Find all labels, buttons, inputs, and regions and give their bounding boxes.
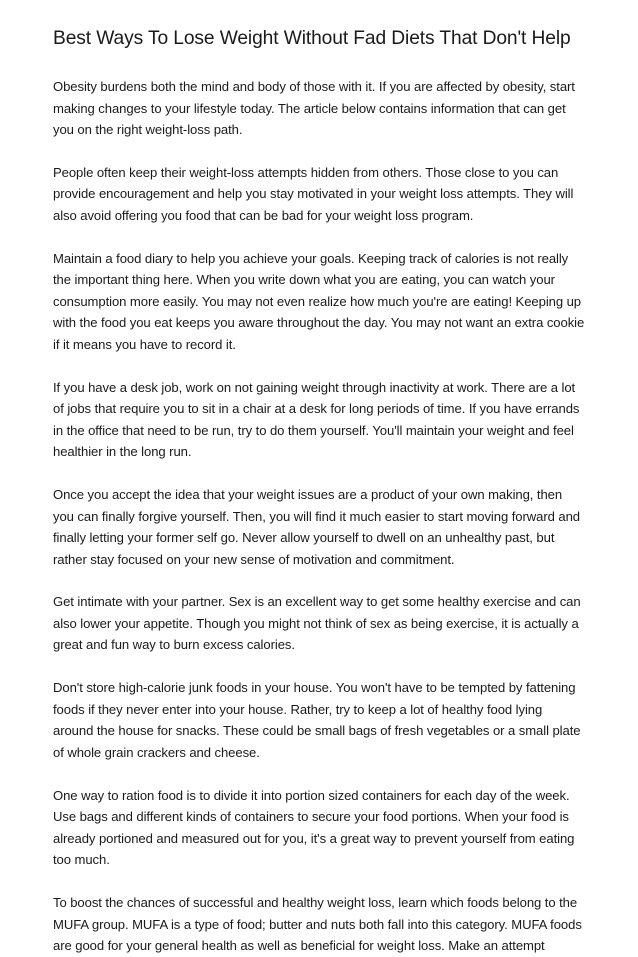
document-title: Best Ways To Lose Weight Without Fad Diets That Don't Help — [53, 28, 571, 49]
paragraph-portion-containers: One way to ration food is to divide it into portion sized containers for each day of the week. Use bags and different kinds of containers to secure your food portions. When your food is already portioned and measured out for you, it's a great way to prevent yourself from eating too much. — [53, 787, 575, 868]
paragraph-hidden-attempts: People often keep their weight-loss attempts hidden from others. Those close to you can provide encouragement and help you stay motivated in your weight loss attempts. They will also avoid offering you food that can be bad for your weight loss program. — [53, 164, 574, 223]
paragraph-obesity-intro: Obesity burdens both the mind and body of those with it. If you are affected by obesity, start making changes to your lifestyle today. The article below contains information that can get you on the right weight-loss path. — [53, 79, 575, 137]
paragraph-partner: Get intimate with your partner. Sex is an excellent way to get some healthy exercise and can also lower your appetite. Though you might not think of sex as being exercise, it is actually a great and fun way to burn excess calories. — [53, 594, 581, 653]
paragraph-desk-job: If you have a desk job, work on not gaining weight through inactivity at work. There are a lot of jobs that require you to sit in a chair at a desk for long periods of time. If you have errands in the office that need to be run, try to do them yourself. You'll maintain your weight and feel healthier in the long run. — [53, 379, 580, 460]
paragraph-junk-food: Don't store high-calorie junk foods in your house. You won't have to be tempted by fattening foods if they never enter into your house. Rather, try to keep a lot of healthy food lying around the house for snacks. These could be small bags of fresh vegetables or a small plate of whole grain crackers and cheese. — [53, 680, 581, 760]
paragraph-mufa: To boost the chances of successful and healthy weight loss, learn which foods belong to the MUFA group. MUFA is a type of food; butter and nuts both fall into this category. MUFA foods are good for your general health as well as beneficial for weight loss. Make an attempt — [53, 895, 582, 954]
paragraph-food-diary: Maintain a food diary to help you achieve your goals. Keeping track of calories is not really the important thing here. When you write down what you are eating, you can watch your consumption more easily. You may not even realize how much you're are eating! Keeping up with the food you eat keeps you aware throughout the day. You may not want an extra cookie if it means you have to record it. — [53, 250, 585, 352]
paragraph-forgive-yourself: Once you accept the idea that your weight issues are a product of your own making, then you can finally forgive yourself. Then, you will find it much easier to start moving forward and finally letting your former self go. Never allow yourself to dwell on an unhealthy past, but rather stay focused on your new sense of motivation and commitment. — [53, 487, 580, 567]
